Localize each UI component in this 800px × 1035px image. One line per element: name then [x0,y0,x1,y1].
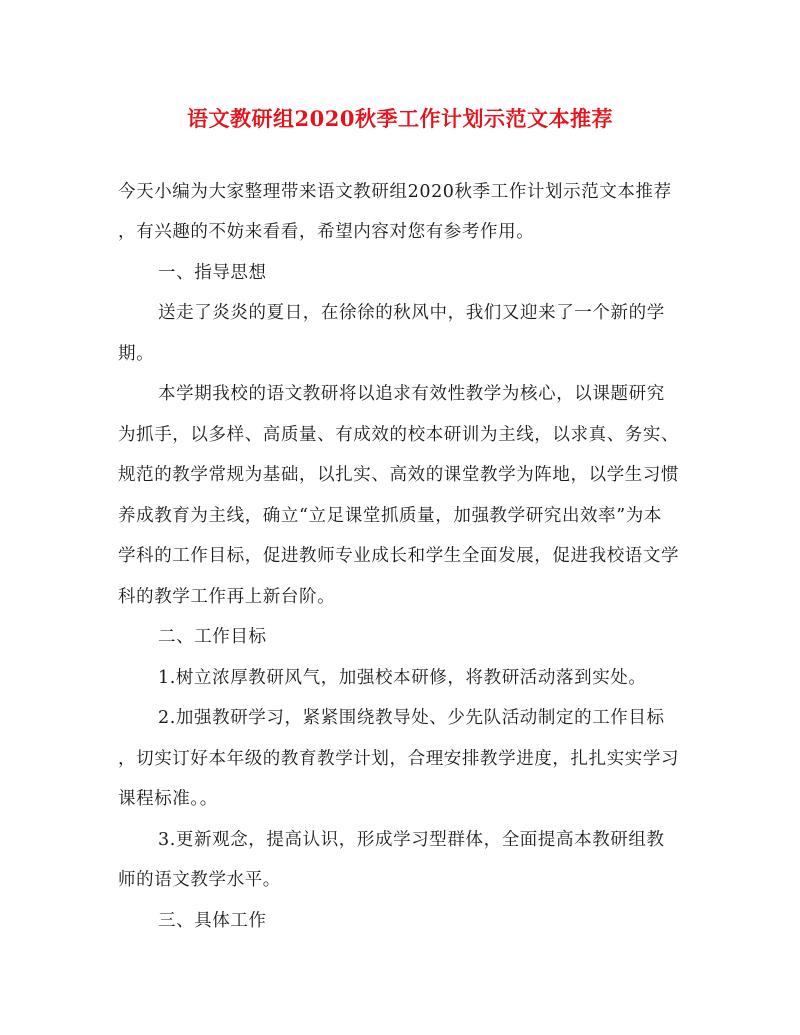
body-line: 本学期我校的语文教研将以追求有效性教学为核心，以课题研究 [158,384,665,404]
body-line: 师的语文教学水平。 [118,870,281,890]
document-title: 语文教研组2020秋季工作计划示范文本推荐 [187,106,613,131]
list-item: 1.树立浓厚教研风气，加强校本研修，将教研活动落到实处。 [158,668,647,688]
body-line: 今天小编为大家整理带来语文教研组2020秋季工作计划示范文本推荐 [118,182,672,202]
section-heading: 一、指导思想 [158,263,267,283]
body-line: 为抓手，以多样、高质量、有成效的校本研训为主线，以求真、务实、 [118,425,680,445]
body-line: 送走了炎炎的夏日，在徐徐的秋风中，我们又迎来了一个新的学 [158,303,665,323]
body-line: 规范的教学常规为基础，以扎实、高效的课堂教学为阵地，以学生习惯 [118,465,680,485]
list-item: 3.更新观念，提高认识，形成学习型群体，全面提高本教研组教 [158,830,665,850]
section-heading: 二、工作目标 [158,627,267,647]
body-line: 科的教学工作再上新台阶。 [118,587,336,607]
body-line: ，有兴趣的不妨来看看，希望内容对您有参考作用。 [118,222,535,242]
list-item: 2.加强教研学习，紧紧围绕教导处、少先队活动制定的工作目标 [158,708,665,728]
body-line: 养成教育为主线，确立“立足课堂抓质量，加强教学研究出效率”为本 [118,506,662,526]
body-line: 学科的工作目标，促进教师专业成长和学生全面发展，促进我校语文学 [118,546,680,566]
body-line: 课程标准。。 [118,789,218,809]
section-heading: 三、具体工作 [158,911,267,931]
body-line: ，切实订好本年级的教育教学计划，合理安排教学进度，扎扎实实学习 [118,749,680,769]
body-line: 期。 [118,344,155,364]
